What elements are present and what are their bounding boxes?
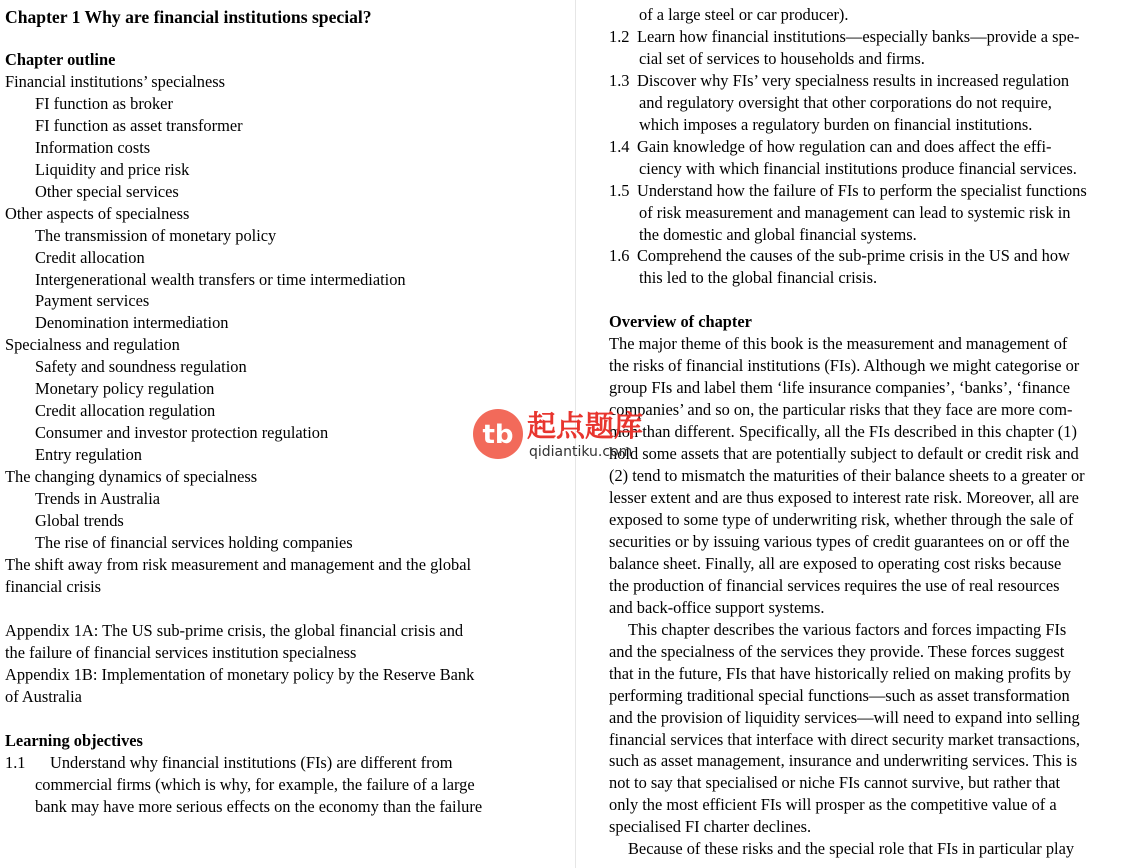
overview-line: group FIs and label them ‘life insurance companies’, ‘banks’, ‘finance [609,378,1071,398]
appendix-line: Appendix 1A: The US sub-prime crisis, the global financial crisis and [5,620,464,640]
overview-line: and back-office support systems. [609,597,825,617]
outline-item: Consumer and investor protection regulation [35,423,329,443]
objective-row [609,245,1143,267]
objective-number: 1.3 [609,70,630,90]
objective-row [609,136,1143,158]
objective-first [5,752,565,818]
watermark-badge-text: tb [482,420,514,450]
outline-item: Safety and soundness regulation [35,357,247,377]
objective-number: 1.2 [609,26,630,46]
objective-text: this led to the global financial crisis. [639,268,878,288]
objective-row [609,180,1143,202]
objective-text: Comprehend the causes of the sub-prime crisis in the US and how [637,246,1070,266]
objective-row [609,26,1143,48]
overview-body [609,333,1143,860]
right-column [609,4,1143,860]
outline-item: Financial institutions’ specialness [5,71,226,91]
watermark-brand: 起点题库 [527,409,644,443]
outline-item: Entry regulation [35,445,142,465]
outline-item: FI function as asset transformer [35,115,243,135]
watermark-logo [473,405,673,465]
outline-item: FI function as broker [35,93,173,113]
overview-line: the risks of financial institutions (FIs). Although we might categorise or [609,356,1080,376]
overview-line: that in the future, FIs that have historically relied on making profits by [609,663,1072,683]
outline-item: Global trends [35,511,124,531]
spacer [5,708,565,730]
objective-text: cial set of services to households and firms. [639,48,925,68]
outline-list [5,71,565,598]
objective-number: 1.5 [609,180,630,200]
overview-line: (2) tend to mismatch the maturities of their balance sheets to a greater or [609,466,1085,486]
overview-line: such as asset management, insurance and underwriting services. This is [609,751,1078,771]
objective-text: bank may have more serious effects on the economy than the failure [35,796,483,816]
spacer [5,598,565,620]
overview-line: specialised FI charter declines. [609,817,812,837]
chapter-title: Chapter 1 Why are financial institutions special? [5,7,372,27]
objective-text: Discover why FIs’ very specialness results in increased regulation [637,70,1070,90]
spacer [609,289,1143,311]
objective-text: and regulatory oversight that other corporations do not require, [639,92,1052,112]
appendix-line: Appendix 1B: Implementation of monetary policy by the Reserve Bank [5,664,475,684]
outline-item: Denomination intermediation [35,313,229,333]
outline-item: financial crisis [5,576,102,596]
overview-line: balance sheet. Finally, all are exposed to operating cost risks because [609,553,1062,573]
overview-line: the production of financial services requires the use of real resources [609,575,1060,595]
overview-line: performing traditional special functions—such as asset transformation [609,685,1070,705]
outline-item: The shift away from risk measurement and management and the global [5,554,472,574]
objective-text: Gain knowledge of how regulation can and does affect the effi- [637,136,1052,156]
objective-list [609,26,1143,289]
objective-text: commercial firms (which is why, for example, the failure of a large [35,774,475,794]
objective-text: the domestic and global financial systems. [639,224,917,244]
watermark-url: qidiantiku.com [529,444,633,460]
overview-line: and the specialness of the services they provide. These forces suggest [609,641,1065,661]
objective-text: of risk measurement and management can lead to systemic risk in [639,202,1071,222]
outline-item: Trends in Australia [35,489,161,509]
outline-item: Other special services [35,181,179,201]
objective-row [609,70,1143,92]
outline-item: Payment services [35,291,150,311]
outline-item: Other aspects of specialness [5,203,190,223]
outline-heading: Chapter outline [5,50,116,69]
overview-line: mon than different. Specifically, all the FIs described in this chapter (1) [609,422,1077,442]
outline-item: The rise of financial services holding companies [35,532,353,552]
objectives-heading: Learning objectives [5,730,143,750]
outline-item: Credit allocation regulation [35,401,216,421]
outline-item: Liquidity and price risk [35,159,190,179]
outline-item: The changing dynamics of specialness [5,467,258,487]
objective-number: 1.4 [609,136,630,156]
overview-line: Because of these risks and the special role that FIs in particular play [628,839,1075,859]
objective-text: Understand why financial institutions (FIs) are different from [50,752,453,772]
objective-continued: of a large steel or car producer). [639,5,849,24]
overview-line: securities or by issuing various types of credit guarantees on or off the [609,531,1070,551]
objective-text: ciency with which financial institutions produce financial services. [639,158,1077,178]
objective-text: which imposes a regulatory burden on financial institutions. [639,114,1033,134]
overview-line: hold some assets that are potentially subject to default or credit risk and [609,444,1079,464]
overview-line: only the most efficient FIs will prosper as the competitive value of a [609,795,1057,815]
overview-line: and the provision of liquidity services—will need to expand into selling [609,707,1080,727]
overview-line: companies’ and so on, the particular risks that they face are more com- [609,400,1073,420]
objective-number: 1.1 [5,752,26,772]
objective-text: Understand how the failure of FIs to perform the specialist functions [637,180,1087,200]
outline-item: Specialness and regulation [5,335,180,355]
overview-line: financial services that interface with direct security market transactions, [609,729,1081,749]
outline-item: Information costs [35,137,151,157]
outline-item: Monetary policy regulation [35,379,215,399]
appendix-line: the failure of financial services institution specialness [5,642,357,662]
outline-item: Intergenerational wealth transfers or time intermediation [35,269,406,289]
outline-item: The transmission of monetary policy [35,225,277,245]
appendix-list [5,620,565,708]
overview-heading: Overview of chapter [609,312,752,332]
outline-item: Credit allocation [35,247,145,267]
overview-line: not to say that specialised or niche FIs cannot survive, but rather that [609,773,1061,793]
appendix-line: of Australia [5,686,82,706]
overview-line: The major theme of this book is the measurement and management of [609,334,1068,354]
objective-number: 1.6 [609,246,630,266]
overview-line: This chapter describes the various factors and forces impacting FIs [628,619,1067,639]
overview-line: lesser extent and are thus exposed to interest rate risk. Moreover, all are [609,488,1079,508]
objective-text: Learn how financial institutions—especially banks—provide a spe- [637,26,1080,46]
overview-line: exposed to some type of underwriting risk, whether through the sale of [609,509,1074,529]
objective-row [5,752,565,774]
